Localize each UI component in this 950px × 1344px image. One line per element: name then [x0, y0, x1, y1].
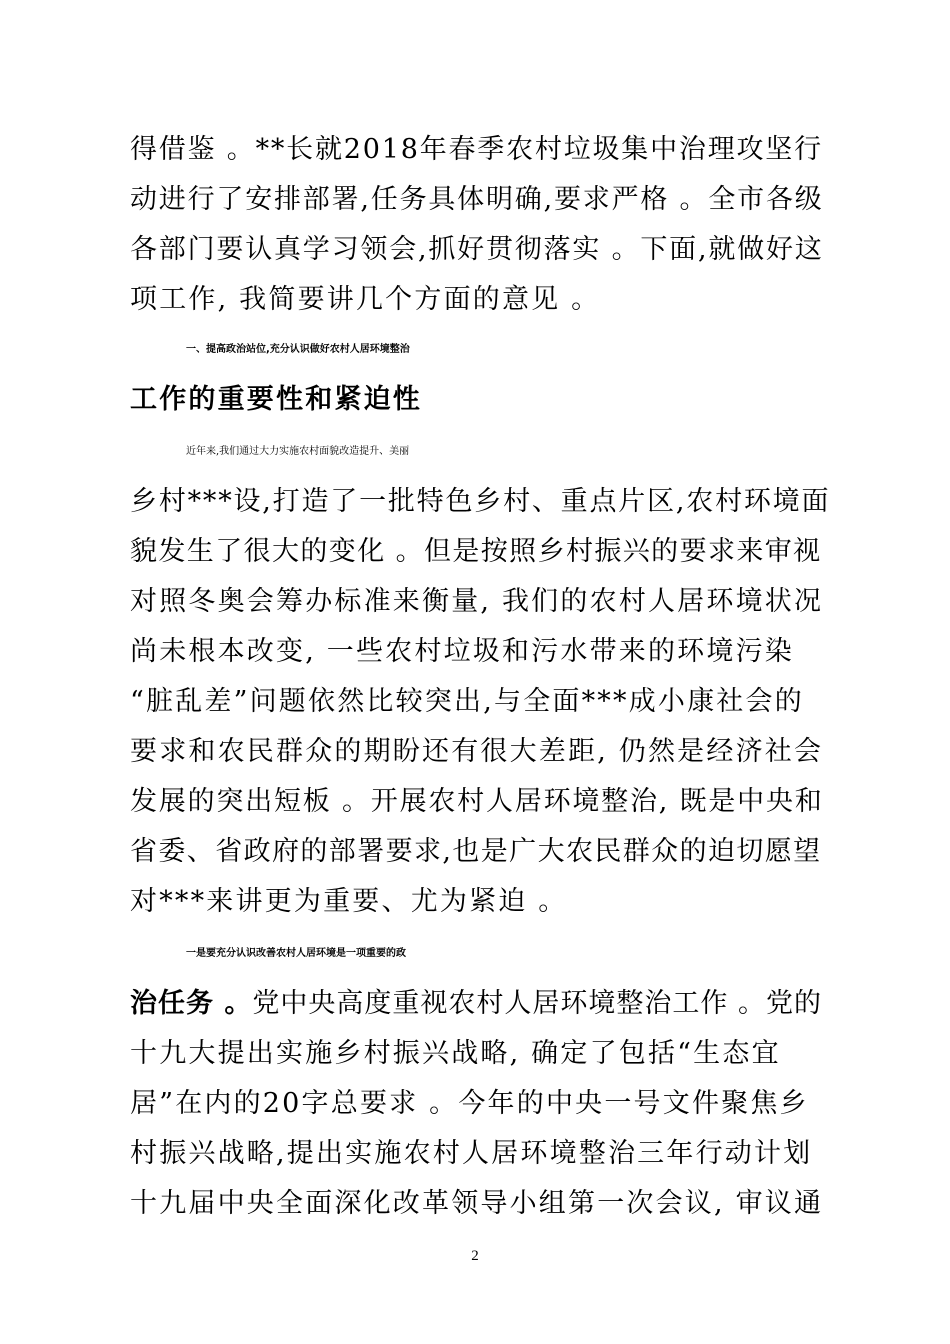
- body-text-line: 十九届中央全面深化改革领导小组第一次会议, 审议通: [130, 1188, 824, 1219]
- body-text-line: 项工作, 我简要讲几个方面的意见 。: [130, 284, 601, 315]
- body-text-line: “脏乱差”问题依然比较突出,与全面***成小康社会的: [130, 686, 804, 717]
- body-text-line: 近年来,我们通过大力实施农村面貌改造提升、美丽: [186, 446, 410, 457]
- body-text-line: 居”在内的20字总要求 。今年的中央一号文件聚焦乡: [130, 1088, 809, 1119]
- section-heading-continued: 工作的重要性和紧迫性: [130, 384, 422, 415]
- page-number: 2: [471, 1248, 479, 1264]
- body-text-line: 貌发生了很大的变化 。但是按照乡村振兴的要求来审视: [130, 536, 822, 567]
- body-text-line: 要求和农民群众的期盼还有很大差距, 仍然是经济社会: [130, 736, 824, 767]
- body-text-span: 党中央高度重视农村人居环境整治工作 。党的: [252, 988, 822, 1019]
- body-text-line: 得借鉴 。**长就2018年春季农村垃圾集中治理攻坚行: [130, 134, 823, 165]
- body-text-line: 十九大提出实施乡村振兴战略, 确定了包括“生态宜: [130, 1038, 781, 1069]
- body-text-line-mixed: [130, 985, 830, 1023]
- body-text-line: 各部门要认真学习领会,抓好贯彻落实 。下面,就做好这: [130, 234, 824, 265]
- bold-lead-text: 治任务 。: [130, 988, 253, 1019]
- body-text-line: 省委、省政府的部署要求,也是广大农民群众的迫切愿望: [130, 836, 822, 867]
- body-text-line: 乡村***设,打造了一批特色乡村、重点片区,农村环境面: [130, 486, 831, 517]
- section-heading: 一、提高政治站位,充分认识做好农村人居环境整治: [186, 344, 410, 355]
- body-text-line: 村振兴战略,提出实施农村人居环境整治三年行动计划: [130, 1138, 813, 1169]
- body-text-line: 动进行了安排部署,任务具体明确,要求严格 。全市各级: [130, 184, 824, 215]
- body-text-line: 对***来讲更为重要、尤为紧迫 。: [130, 886, 568, 917]
- body-text-line: 对照冬奥会筹办标准来衡量, 我们的农村人居环境状况: [130, 586, 824, 617]
- bold-lead-line: 一是要充分认识改善农村人居环境是一项重要的政: [186, 948, 406, 959]
- body-text-line: 尚未根本改变, 一些农村垃圾和污水带来的环境污染: [130, 636, 794, 667]
- body-text-line: 发展的突出短板 。开展农村人居环境整治, 既是中央和: [130, 786, 824, 817]
